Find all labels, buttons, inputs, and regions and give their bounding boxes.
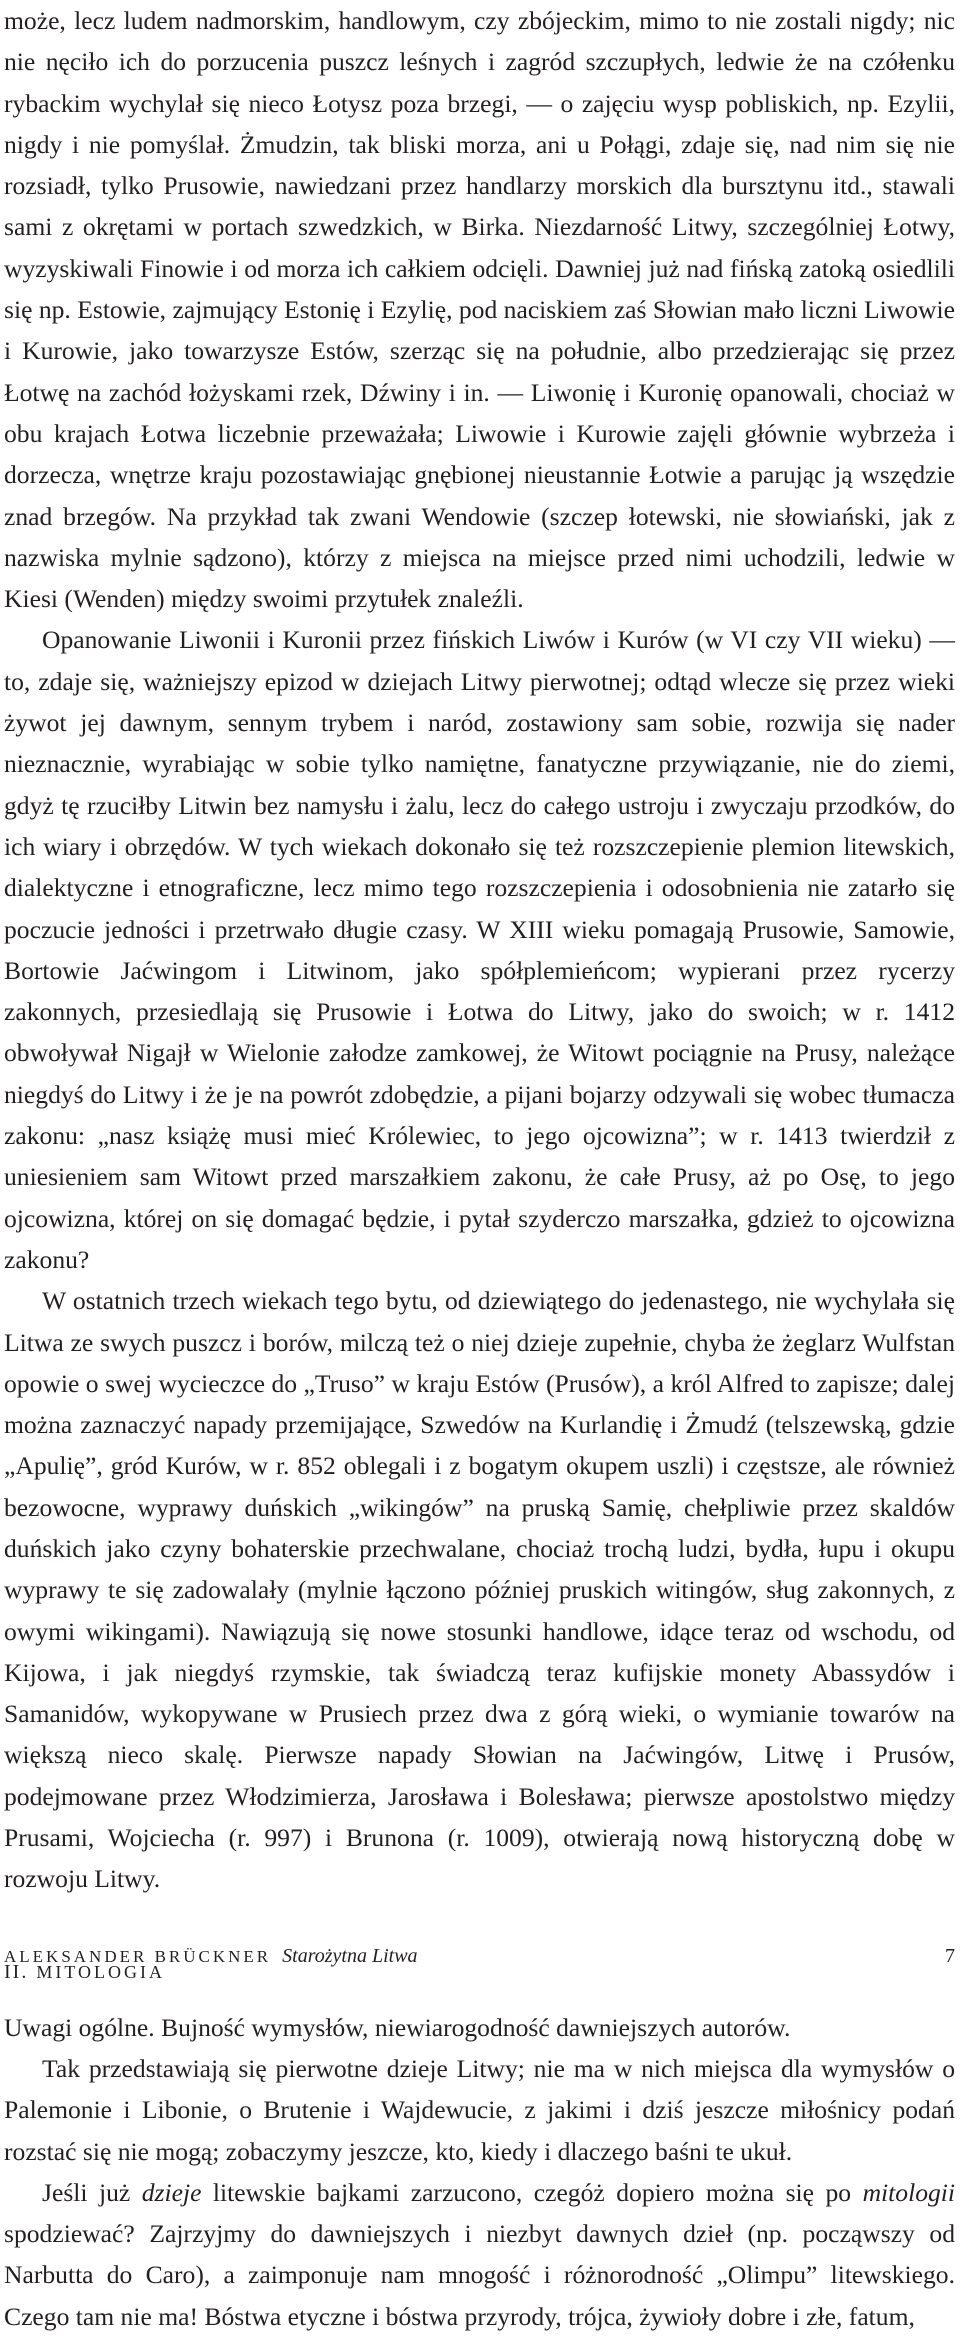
footer-book-title: Starożytna Litwa [282,1945,418,1967]
section-summary: Uwagi ogólne. Bujność wymysłów, niewiarogodność dawniejszych autorów. [4,2012,791,2042]
text-run: spodziewać? Zajrzyjmy do dawniejszych i niezbyt dawnych dzieł (np. począwszy od Narbutta do Caro), a zaimponuje nam mnogość i różnorodność „Olimpu” litewskiego. Czego tam nie ma! Bóstwa etyczne i bóstwa przyrody, trójca, żywioły dobre i złe, fatum, [4,2219,955,2331]
page-footer [4,1944,955,1968]
section-body-text [4,2007,955,2337]
text-run: litewskie bajkami zarzucono, czegóż dopiero można się po [201,2177,863,2207]
text-run: Jeśli już [42,2177,142,2207]
body-text [4,0,955,1900]
footer-author: ALEKSANDER BRÜCKNER [4,1947,272,1966]
section-paragraph-3 [4,2172,955,2337]
emphasis-mitologii: mitologii [862,2177,956,2207]
emphasis-dzieje: dzieje [141,2177,202,2207]
document-page [4,0,955,2337]
paragraph-1: może, lecz ludem nadmorskim, handlowym, czy zbójeckim, mimo to nie zostali nigdy; nic nie nęciło ich do porzucenia puszcz leśnych i zagród szczupłych, ledwie że na czółenku rybackim wychylał się nieco Łotysz poza brzegi, — o zajęciu wysp pobliskich, np. Ezylii, nigdy i nie pomyślał. Żmudzin, tak bliski morza, ani u Połągi, zdaje się, nad nim się nie rozsiadł, tylko Prusowie, nawiedzani przez handlarzy morskich dla bursztynu itd., stawali sami z okrętami w portach szwedzkich, w Birka. Niezdarność Litwy, szczególniej Łotwy, wyzyskiwali Finowie i od morza ich całkiem odcięli. Dawniej już nad fińską zatoką osiedlili się np. Estowie, zajmujący Estonię i Ezylię, pod naciskiem zaś Słowian mało liczni Liwowie i Kurowie, jako towarzysze Estów, szerząc się na południe, albo przedzierając się przez Łotwę na zachód łożyskami rzek, Dźwiny i in. — Liwonię i Kuronię opanowali, chociaż w obu krajach Łotwa liczebnie przeważała; Liwowie i Kurowie zajęli głównie wybrzeża i dorzecza, wnętrze kraju pozostawiając gnębionej nieustannie Łotwie a parując ją wszędzie znad brzegów. Na przykład tak zwani Wendowie (szczep łotewski, nie słowiański, jak z nazwiska mylnie sądzono), którzy z miejsca na miejsce przed nimi uchodzili, ledwie w Kiesi (Wenden) między swoimi przytułek znaleźli. [4,6,955,614]
section-paragraph-2: Tak przedstawiają się pierwotne dzieje Litwy; nie ma w nich miejsca dla wymysłów o Palemonie i Libonie, o Brutenie i Wajdewucie, z jakimi i dziś jeszcze miłośnicy podań rozstać się nie mogą; zobaczymy jeszcze, kto, kiedy i dlaczego baśni te ukuł. [4,2053,955,2166]
paragraph-2: Opanowanie Liwonii i Kuronii przez fińskich Liwów i Kurów (w VI czy VII wieku) — to, zdaje się, ważniejszy epizod w dziejach Litwy pierwotnej; odtąd wlecze się przez wieki żywot jej dawnym, sennym trybem i naród, zostawiony sam sobie, rozwija się nader nieznacznie, wyrabiając w sobie tylko namiętne, fanatyczne przywiązanie, nie do ziemi, gdyż tę rzuciłby Litwin bez namysłu i żalu, lecz do całego ustroju i zwyczaju przodków, do ich wiary i obrzędów. W tych wiekach dokonało się też rozszczepienie plemion litewskich, dialektyczne i etnograficzne, lecz mimo tego rozszczepienia i odosobnienia nie zatarło się poczucie jedności i przetrwało długie czasy. W XIII wieku pomagają Prusowie, Samowie, Bortowie Jaćwingom i Litwinom, jako spółplemieńcom; wypierani przez rycerzy zakonnych, przesiedlają się Prusowie i Łotwa do Litwy, jako do swoich; w r. 1412 obwoływał Nigajł w Wielonie załodze zamkowej, że Witowt pociągnie na Prusy, należące niegdyś do Litwy i że je na powrót zdobędzie, a pijani bojarzy odzywali się wobec tłumacza zakonu: „nasz książę musi mieć Królewiec, to jego ojcowizna”; w r. 1413 twierdził z uniesieniem sam Witowt przed marszałkiem zakonu, że całe Prusy, aż po Osę, to jego ojcowizna, której on się domagać będzie, i pytał szyderczo marszałka, gdzież to ojcowizna zakonu? [4,625,955,1274]
section-number: II. [4,1960,29,1983]
page-number: 7 [945,1945,955,1967]
paragraph-3: W ostatnich trzech wiekach tego bytu, od dziewiątego do jedenastego, nie wychylała się Litwa ze swych puszcz i borów, milczą też o niej dzieje zupełnie, chyba że żeglarz Wulfstan opowie o swej wycieczce do „Truso” w kraju Estów (Prusów), a król Alfred to zapisze; dalej można zaznaczyć napady przemijające, Szwedów na Kurlandię i Żmudź (telszewską, gdzie „Apulię”, gród Kurów, w r. 852 oblegali i z bogatym okupem uszli) i częstsze, ale również bezowocne, wyprawy duńskich „wikingów” na pruską Samię, chełpliwie przez skaldów duńskich jako czyny bohaterskie przechwalane, chociaż trochą ludzi, bydła, łupu i okupu wyprawy te się zadowalały (mylnie łączono później pruskich witingów, sług zakonnych, z owymi wikingami). Nawiązują się nowe stosunki handlowe, idące teraz od wschodu, od Kijowa, i jak niegdyś rzymskie, tak świadczą teraz kufijskie monety Abassydów i Samanidów, wykopywane w Prusiech przez dwa z górą wieki, o wymianie towarów na większą nieco skalę. Pierwsze napady Słowian na Jaćwingów, Litwę i Prusów, podejmowane przez Włodzimierza, Jarosława i Bolesława; pierwsze apostolstwo między Prusami, Wojciecha (r. 997) i Brunona (r. 1009), otwierają nową historyczną dobę w rozwoju Litwy. [4,1286,955,1894]
section-title: MITOLOGIA [36,1961,165,1982]
